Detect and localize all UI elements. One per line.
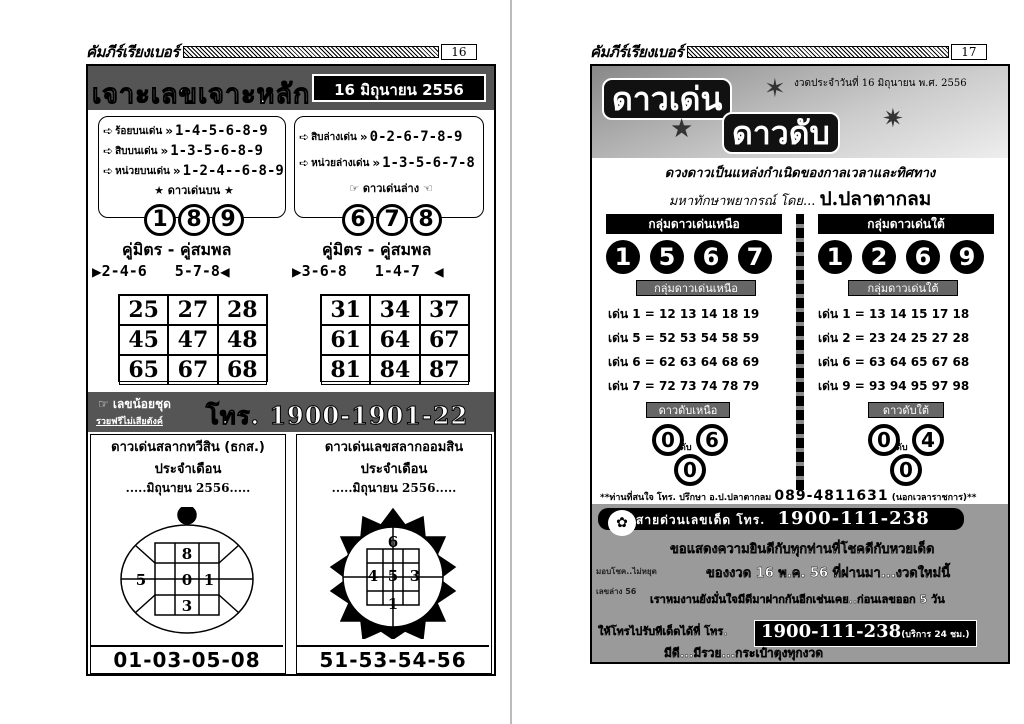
line-value: 1-3-5-6-7-8 xyxy=(382,155,475,171)
author-name: ป.ปลาตากลม xyxy=(819,188,932,210)
chevron-icon: » xyxy=(160,144,169,158)
promo-line: ขอแสดงความยินดีกับทุกท่านที่โชคดีกับหวยเด็ด xyxy=(670,542,935,557)
triangle-right-icon: ▶ xyxy=(292,262,302,281)
banner-title: เจาะเลขเจาะหลัก xyxy=(92,79,311,110)
south-digit: 9 xyxy=(950,240,984,274)
north-line: เด่น 7 = 72 73 74 78 79 xyxy=(608,379,760,393)
north-dub-label: ดับ xyxy=(680,443,692,453)
chart-box-tawisin xyxy=(90,434,286,674)
north-dead-digit: 0 xyxy=(652,424,684,456)
wheel-right: 3 xyxy=(409,567,421,585)
triangle-left-icon: ◀ xyxy=(433,262,444,281)
contact-prefix: **ท่านที่สนใจ โทร. ปรึกษา อ.ป.ปลาตากลม xyxy=(600,493,772,503)
line-tens xyxy=(103,141,285,161)
arrow-icon: ➪ xyxy=(103,124,114,138)
right-header xyxy=(590,42,987,62)
north-digit: 7 xyxy=(738,240,772,274)
line-hundreds xyxy=(103,121,285,141)
left-header xyxy=(86,42,477,62)
contact-phone: 089-4811631 xyxy=(774,488,889,504)
north-line: เด่น 5 = 52 53 54 58 59 xyxy=(608,331,760,345)
chevron-icon: » xyxy=(359,130,368,144)
south-digits xyxy=(818,240,994,274)
chart-title: ดาวเด่นสลากทวีสิน (ธกส.) xyxy=(111,440,265,455)
right-page xyxy=(512,0,1024,724)
grid-cell: 81 xyxy=(321,355,370,385)
astro-wheel xyxy=(115,507,259,639)
line-value: 1-2-4--6-8-9 xyxy=(182,163,284,179)
banner-date: 16 มิถุนายน 2556 xyxy=(312,74,486,102)
side-label: มอบโชค..ไม่หยุด เลขล่าง 56 xyxy=(596,567,657,596)
lower-digits-box xyxy=(294,116,484,218)
pairs-grid-right xyxy=(320,294,470,382)
star-digit: 8 xyxy=(178,204,210,236)
star-icon: ✷ xyxy=(882,104,904,134)
wheel-left: 5 xyxy=(135,571,147,589)
line-units-lower xyxy=(299,153,483,173)
wheel-left: 4 xyxy=(367,567,379,585)
chart-result: 51-53-54-56 xyxy=(297,645,489,673)
star-digit: 6 xyxy=(342,204,374,236)
line-label: ร้อยบนเด่น xyxy=(115,125,163,137)
chart-box-gsb xyxy=(296,434,492,674)
line-label: สิบล่างเด่น xyxy=(311,131,357,143)
page-number: 17 xyxy=(951,44,987,60)
north-digit: 6 xyxy=(694,240,728,274)
grid-cell: 68 xyxy=(218,355,267,385)
north-line: เด่น 1 = 12 13 14 18 19 xyxy=(608,307,760,321)
south-digit: 6 xyxy=(906,240,940,274)
pairs-a: 2-4-6 xyxy=(101,262,147,280)
arrow-icon: ➪ xyxy=(103,164,114,178)
upper-star-digits xyxy=(144,204,246,236)
north-dead-label: ดาวดับเหนือ xyxy=(646,402,730,418)
south-group-head: กลุ่มดาวเด่นใต้ xyxy=(818,214,994,234)
wheel-center: 5 xyxy=(387,567,399,585)
upper-caption: ★ ดาวเด่นบน ★ xyxy=(154,184,234,197)
grid-cell: 87 xyxy=(420,355,469,385)
grid-cell: 64 xyxy=(370,325,419,355)
header-hatch xyxy=(687,46,949,58)
star-digit: 7 xyxy=(376,204,408,236)
hotline-label: ☞ เลขน้อยชุด xyxy=(98,397,171,411)
hotline-number: 1900-111-238 xyxy=(777,508,930,529)
author-prefix: มหาทักษาพยากรณ์ โดย... xyxy=(668,194,816,209)
north-dead-digit: 0 xyxy=(674,454,706,486)
grid-cell: 28 xyxy=(218,295,267,325)
magazine-title: คัมภีร์เรียงเบอร์ xyxy=(590,43,683,61)
wheel-right: 1 xyxy=(203,571,215,589)
logo-word-dark: ดาวดับ xyxy=(722,112,840,154)
triangle-right-icon: ▶ xyxy=(92,262,102,281)
chart-subtitle: ประจำเดือน xyxy=(154,462,222,477)
call-number: 1900-111-238 xyxy=(761,621,902,642)
north-group-head: กลุ่มดาวเด่นเหนือ xyxy=(606,214,782,234)
pairs-title-left: คู่มิตร - คู่สมพล xyxy=(122,240,232,259)
grid-cell: 45 xyxy=(119,325,168,355)
south-line: เด่น 6 = 63 64 65 67 68 xyxy=(818,355,970,369)
banner xyxy=(88,66,494,110)
page-number: 16 xyxy=(441,44,477,60)
promo-line: ให้โทรไปรับทีเด็ดได้ที่ โทร. xyxy=(598,625,728,638)
pairs-title-right: คู่มิตร - คู่สมพล xyxy=(322,240,432,259)
south-dead-digit: 0 xyxy=(890,454,922,486)
star-digit: 8 xyxy=(410,204,442,236)
north-digits xyxy=(606,240,782,274)
lower-caption: ☞ ดาวเด่นล่าง ☜ xyxy=(349,182,433,195)
promo-line: ของงวด 16 พ.ค. 56 ที่ผ่านมา...งวดใหม่นี้ xyxy=(706,566,951,581)
contact-line xyxy=(600,488,976,504)
north-dead-digit: 6 xyxy=(696,424,728,456)
hotline-sublabel: รวยฟรีไม่เสียตังค์ xyxy=(96,417,163,427)
line-value: 0-2-6-7-8-9 xyxy=(369,129,463,145)
pairs-b: 1-4-7 xyxy=(374,262,420,280)
star-digit: 1 xyxy=(144,204,176,236)
pairs-grid-left xyxy=(118,294,268,382)
grid-cell: 47 xyxy=(168,325,217,355)
south-line: เด่น 2 = 23 24 25 27 28 xyxy=(818,331,970,345)
chart-month: .....มิถุนายน 2556..... xyxy=(331,481,457,495)
grid-cell: 34 xyxy=(370,295,419,325)
star-digit: 9 xyxy=(212,204,244,236)
pairs-b: 5-7-8 xyxy=(174,262,220,280)
south-dub-label: ดับ xyxy=(896,443,908,453)
wheel-bottom: 1 xyxy=(387,595,399,613)
contact-suffix: (นอกเวลาราชการ)** xyxy=(891,493,977,503)
arrow-icon: ➪ xyxy=(103,144,114,158)
grid-cell: 31 xyxy=(321,295,370,325)
wheel-bottom: 3 xyxy=(181,597,193,615)
arrow-icon: ➪ xyxy=(299,156,310,170)
grid-cell: 65 xyxy=(119,355,168,385)
issue-date: งวดประจำวันที่ 16 มิถุนายน พ.ศ. 2556 xyxy=(794,78,967,89)
line-label: สิบบนเด่น xyxy=(115,145,158,157)
grid-cell: 27 xyxy=(168,295,217,325)
grid-cell: 25 xyxy=(119,295,168,325)
south-dead-digit: 0 xyxy=(868,424,900,456)
call-box xyxy=(754,620,977,647)
brand-logo-icon: ✿ xyxy=(608,510,636,536)
tagline: ดวงดาวเป็นแหล่งกำเนิดของกาลเวลาและทิศทาง xyxy=(664,166,936,181)
south-line: เด่น 9 = 93 94 95 97 98 xyxy=(818,379,970,393)
pairs-row-right xyxy=(292,262,492,281)
south-sub-label: กลุ่มดาวเด่นใต้ xyxy=(848,280,958,296)
wheel-center: 0 xyxy=(181,571,193,589)
triangle-left-icon: ◀ xyxy=(219,262,230,281)
chart-month: .....มิถุนายน 2556..... xyxy=(125,481,251,495)
south-dead-label: ดาวดับใต้ xyxy=(868,402,944,418)
line-units xyxy=(103,161,285,181)
column-divider xyxy=(796,214,804,490)
arrow-icon: ➪ xyxy=(299,130,310,144)
south-digit: 1 xyxy=(818,240,852,274)
north-pair-list xyxy=(608,302,759,398)
grid-cell: 61 xyxy=(321,325,370,355)
chart-title: ดาวเด่นเลขสลากออมสิน xyxy=(324,440,464,455)
author-line xyxy=(592,184,1008,214)
call-note: (บริการ 24 ชม.) xyxy=(901,630,970,640)
upper-digits-box xyxy=(98,116,286,218)
star-icon: ★ xyxy=(670,114,694,144)
line-label: หน่วยล่างเด่น xyxy=(311,157,370,169)
north-digit: 1 xyxy=(606,240,640,274)
line-label: หน่วยบนเด่น xyxy=(115,165,170,177)
chevron-icon: » xyxy=(165,124,173,138)
hotline-number: โทร. 1900-1901-22 xyxy=(206,401,469,430)
north-line: เด่น 6 = 62 63 64 68 69 xyxy=(608,355,760,369)
chart-result: 01-03-05-08 xyxy=(91,645,283,673)
chart-subtitle: ประจำเดือน xyxy=(360,462,428,477)
promo-line: มีดี...มีรวย...กระเป๋าตุงทุกงวด xyxy=(664,646,824,660)
hotline-band xyxy=(88,392,494,432)
grid-cell: 67 xyxy=(168,355,217,385)
line-tens-lower xyxy=(299,127,483,147)
pairs-a: 3-6-8 xyxy=(301,262,347,280)
wheel-top: 8 xyxy=(181,545,193,563)
header-hatch xyxy=(183,46,439,58)
wheel-top: 6 xyxy=(387,533,399,551)
grid-cell: 84 xyxy=(370,355,419,385)
grid-cell: 37 xyxy=(420,295,469,325)
astro-wheel xyxy=(321,507,465,639)
grid-cell: 48 xyxy=(218,325,267,355)
north-digit: 5 xyxy=(650,240,684,274)
logo-word-bright: ดาวเด่น xyxy=(602,78,732,120)
title-banner xyxy=(592,66,1008,158)
pairs-row-left xyxy=(92,262,288,281)
line-value: 1-4-5-6-8-9 xyxy=(175,123,268,139)
hotline-label: สายด่วนเลขเด็ด โทร. xyxy=(636,513,766,527)
right-content-frame xyxy=(590,64,1010,664)
star-icon: ✶ xyxy=(764,74,786,104)
south-digit: 2 xyxy=(862,240,896,274)
north-sub-label: กลุ่มดาวเด่นเหนือ xyxy=(636,280,756,296)
promo-line: เราหมงานยังมั่นใจมีดีมาฝากกันอีกเช่นเคย..ก่อนเลขออก 5 วัน xyxy=(650,593,945,606)
south-line: เด่น 1 = 13 14 15 17 18 xyxy=(818,307,970,321)
south-pair-list xyxy=(818,302,969,398)
grid-cell: 67 xyxy=(420,325,469,355)
chevron-icon: » xyxy=(372,156,381,170)
lower-star-digits xyxy=(342,204,444,236)
promo-panel xyxy=(592,504,1008,662)
south-dead-digit: 4 xyxy=(912,424,944,456)
magazine-title: คัมภีร์เรียงเบอร์ xyxy=(86,43,179,61)
chevron-icon: » xyxy=(172,164,181,178)
hotline-band xyxy=(598,508,964,530)
line-value: 1-3-5-6-8-9 xyxy=(170,143,263,159)
left-content-frame xyxy=(86,64,496,676)
